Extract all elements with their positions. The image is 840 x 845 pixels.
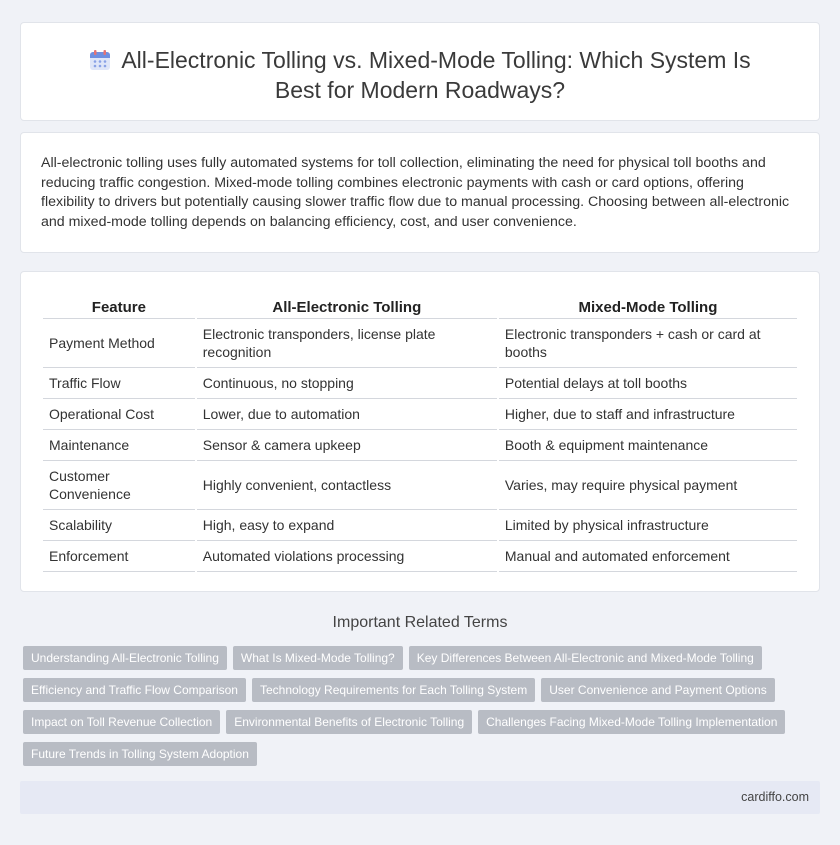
related-terms-tags	[23, 646, 823, 774]
all-electronic-cell: Electronic transponders, license plate recognition	[197, 319, 497, 368]
related-tag[interactable]: Efficiency and Traffic Flow Comparison	[23, 678, 246, 702]
table-row	[43, 399, 797, 430]
related-tag[interactable]: User Convenience and Payment Options	[541, 678, 774, 702]
feature-cell: Operational Cost	[43, 399, 195, 430]
table-row	[43, 319, 797, 368]
footer	[20, 781, 820, 814]
related-tag[interactable]: Key Differences Between All-Electronic and Mixed-Mode Tolling	[409, 646, 762, 670]
mixed-mode-cell: Electronic transponders + cash or card at booths	[499, 319, 797, 368]
mixed-mode-cell: Limited by physical infrastructure	[499, 510, 797, 541]
table-row	[43, 541, 797, 572]
all-electronic-cell: Continuous, no stopping	[197, 368, 497, 399]
mixed-mode-cell: Higher, due to staff and infrastructure	[499, 399, 797, 430]
related-tag[interactable]: Environmental Benefits of Electronic Tolling	[226, 710, 472, 734]
all-electronic-cell: Automated violations processing	[197, 541, 497, 572]
related-tag[interactable]: Impact on Toll Revenue Collection	[23, 710, 220, 734]
intro-text: All-electronic tolling uses fully automated systems for toll collection, eliminating the need for physical toll booths and reducing traffic congestion. Mixed-mode tolling combines electronic payments with cash or card options, offering flexibility to drivers but potentially causing slower traffic flow due to manual processing. Choosing between all-electronic and mixed-mode tolling depends on balancing efficiency, cost, and user convenience.	[41, 155, 790, 230]
mixed-mode-cell: Potential delays at toll booths	[499, 368, 797, 399]
feature-cell: Traffic Flow	[43, 368, 195, 399]
title-card	[20, 22, 820, 121]
page-title	[21, 45, 819, 105]
all-electronic-cell: High, easy to expand	[197, 510, 497, 541]
related-tag[interactable]: What Is Mixed-Mode Tolling?	[233, 646, 403, 670]
related-tag[interactable]: Future Trends in Tolling System Adoption	[23, 742, 257, 766]
mixed-mode-cell: Manual and automated enforcement	[499, 541, 797, 572]
related-terms-heading: Important Related Terms	[332, 614, 508, 631]
feature-cell: Enforcement	[43, 541, 195, 572]
calendar-icon	[89, 49, 111, 71]
title-line-2: Best for Modern Roadways?	[274, 77, 566, 103]
feature-cell: Payment Method	[43, 319, 195, 368]
related-tag[interactable]: Understanding All-Electronic Tolling	[23, 646, 227, 670]
related-tag[interactable]: Technology Requirements for Each Tolling System	[252, 678, 535, 702]
table-row	[43, 461, 797, 510]
title-line-1: All-Electronic Tolling vs. Mixed-Mode Tolling: Which System Is	[121, 47, 751, 73]
table-header-row	[43, 297, 797, 319]
mixed-mode-cell: Booth & equipment maintenance	[499, 430, 797, 461]
comparison-table	[41, 297, 799, 572]
feature-cell: Maintenance	[43, 430, 195, 461]
mixed-mode-cell: Varies, may require physical payment	[499, 461, 797, 510]
table-row	[43, 430, 797, 461]
feature-cell: Scalability	[43, 510, 195, 541]
table-row	[43, 368, 797, 399]
header-all-electronic: All-Electronic Tolling	[197, 297, 497, 319]
footer-site-link[interactable]: cardiffo.com	[741, 790, 809, 804]
feature-cell: Customer Convenience	[43, 461, 195, 510]
all-electronic-cell: Lower, due to automation	[197, 399, 497, 430]
comparison-table-card	[20, 271, 820, 592]
all-electronic-cell: Highly convenient, contactless	[197, 461, 497, 510]
header-feature: Feature	[43, 297, 195, 319]
table-row	[43, 510, 797, 541]
intro-card	[20, 132, 820, 253]
header-mixed-mode: Mixed-Mode Tolling	[499, 297, 797, 319]
related-tag[interactable]: Challenges Facing Mixed-Mode Tolling Implementation	[478, 710, 785, 734]
all-electronic-cell: Sensor & camera upkeep	[197, 430, 497, 461]
